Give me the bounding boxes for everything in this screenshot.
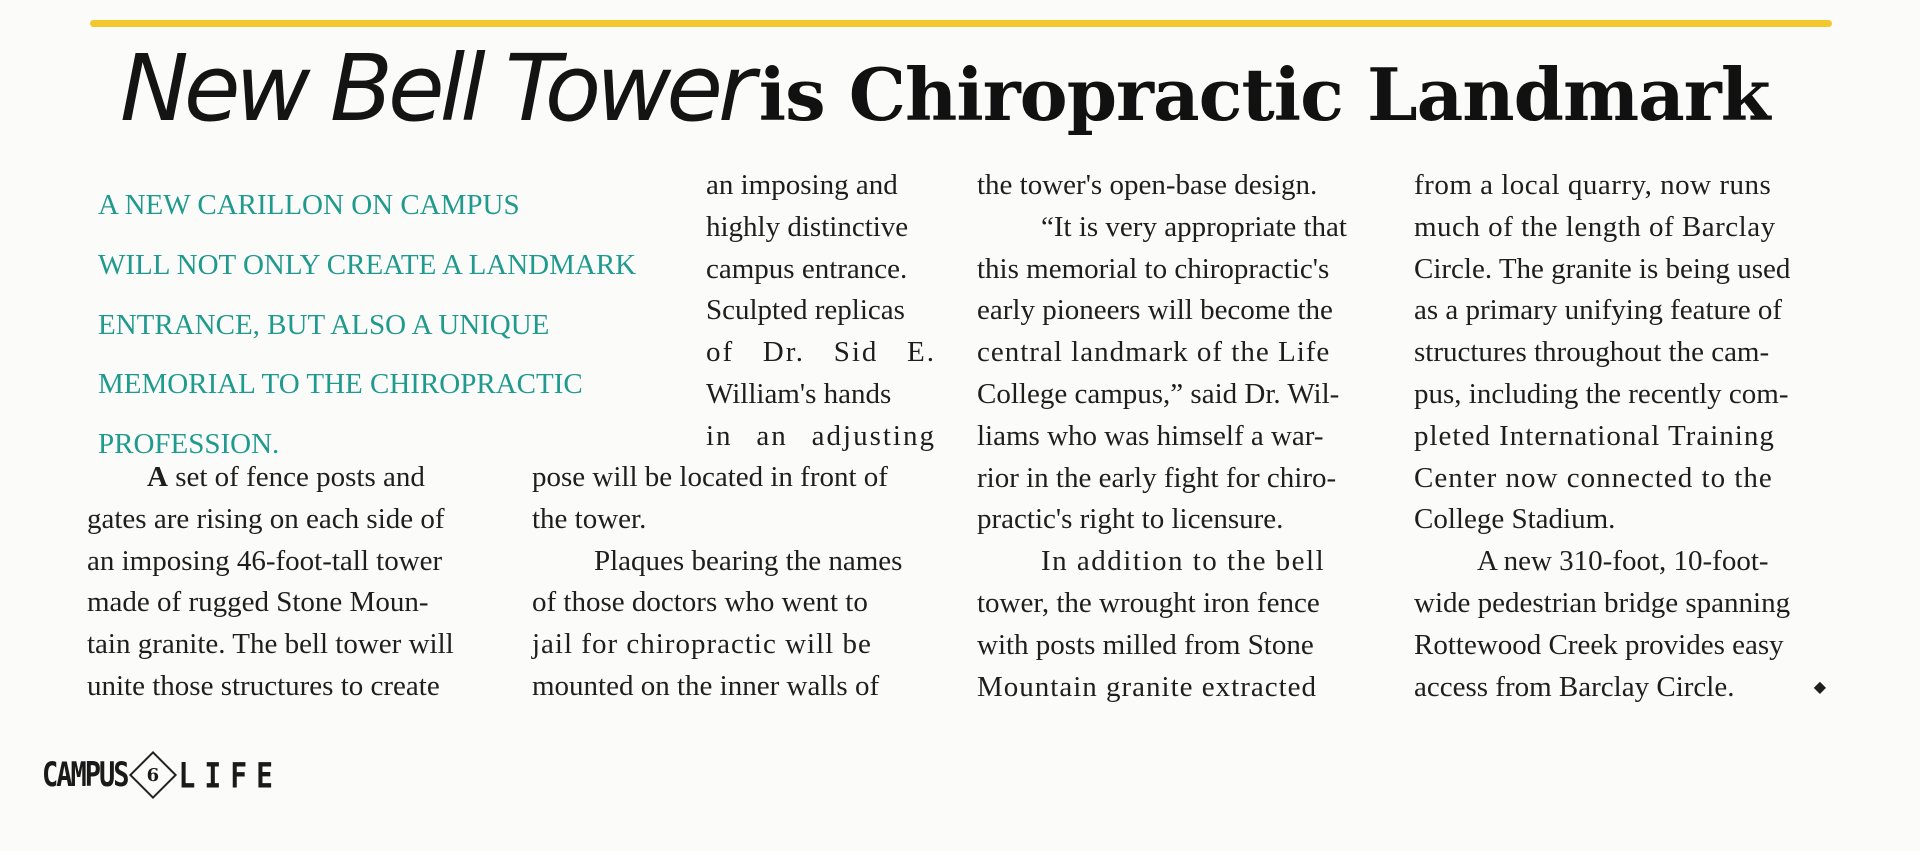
top-accent-rule [90, 20, 1832, 27]
paragraph-line: pleted International Training [1414, 419, 1775, 452]
paragraph-line: an imposing 46-foot-tall tower [87, 544, 443, 577]
paragraph-line: pus, including the recently com- [1414, 377, 1789, 410]
paragraph-line: wide pedestrian bridge spanning [1414, 586, 1791, 619]
deck-line: ENTRANCE, BUT ALSO A UNIQUE [98, 308, 550, 341]
paragraph-line: made of rugged Stone Moun- [87, 586, 429, 619]
paragraph-line: Sculpted replicas [706, 294, 905, 327]
paragraph-line: highly distinctive [706, 210, 909, 243]
first-line-text: set of fence posts and [167, 461, 425, 493]
paragraph-line: College campus,” said Dr. Wil- [977, 377, 1340, 410]
deck-line: WILL NOT ONLY CREATE A LANDMARK [98, 248, 637, 281]
article-column-3 [977, 165, 1387, 708]
paragraph-line: of those doctors who went to [532, 586, 868, 619]
folio-right-text: LIFE [178, 754, 282, 796]
paragraph-line: “It is very appropriate that [1041, 210, 1347, 243]
paragraph-line: pose will be located in front of [532, 461, 888, 493]
paragraph-line [1414, 667, 1834, 709]
paragraph-line: Center now connected to the [1414, 461, 1773, 494]
headline-bold: is Chiropractic Landmark [758, 52, 1770, 137]
paragraph-line: central landmark of the Life [977, 336, 1331, 369]
paragraph-line: an imposing and [706, 169, 898, 201]
paragraph-line: the tower's open-base design. [977, 169, 1318, 201]
headline-italic: New Bell Tower [120, 35, 751, 142]
last-line-text: access from Barclay Circle. [1414, 670, 1735, 703]
paragraph-line: in an adjusting [706, 419, 936, 452]
paragraph-line: the tower. [532, 502, 647, 535]
end-mark-icon: ◆ [1813, 678, 1826, 696]
paragraph-line: this memorial to chiropractic's [977, 252, 1330, 285]
paragraph-line: as a primary unifying feature of [1414, 294, 1782, 327]
deck-subhead [98, 176, 698, 475]
paragraph-line: Mountain granite extracted [977, 670, 1318, 703]
deck-line: A NEW CARILLON ON CAMPUS [98, 189, 520, 221]
headline [120, 36, 1820, 142]
paragraph-line: William's hands [706, 377, 892, 410]
paragraph-line: tain granite. The bell tower will [87, 628, 454, 661]
paragraph-line: Circle. The granite is being used [1414, 252, 1791, 285]
article-column-1 [87, 457, 485, 708]
paragraph-line: practic's right to licensure. [977, 503, 1284, 536]
deck-line: PROFESSION. [98, 428, 280, 461]
folio-left-text: CAMPUS [42, 755, 128, 795]
paragraph-line: from a local quarry, now runs [1414, 169, 1772, 201]
paragraph-line: rior in the early fight for chiro- [977, 461, 1337, 494]
paragraph-line: mounted on the inner walls of [532, 669, 880, 702]
paragraph-line: campus entrance. [706, 252, 908, 285]
page-number-diamond [129, 751, 177, 799]
paragraph-line: Rottewood Creek provides easy [1414, 628, 1784, 661]
page-folio [42, 750, 282, 800]
article-column-4 [1414, 165, 1834, 708]
paragraph-line: of Dr. Sid E. [706, 336, 936, 369]
paragraph-line: gates are rising on each side of [87, 502, 445, 535]
paragraph-line: with posts milled from Stone [977, 628, 1314, 661]
article-column-2-top [706, 165, 936, 458]
paragraph-line: Plaques bearing the names [594, 544, 903, 577]
paragraph-line: tower, the wrought iron fence [977, 586, 1320, 619]
paragraph-line: early pioneers will become the [977, 294, 1333, 327]
deck-line: MEMORIAL TO THE CHIROPRACTIC [98, 368, 583, 401]
paragraph-line [87, 457, 485, 499]
paragraph-line: A new 310-foot, 10-foot- [1477, 545, 1769, 578]
paragraph-line: College Stadium. [1414, 503, 1616, 536]
paragraph-line: In addition to the bell [1041, 545, 1326, 578]
paragraph-line: liams who was himself a war- [977, 419, 1324, 452]
paragraph-line: structures throughout the cam- [1414, 336, 1770, 369]
dropcap: A [147, 461, 168, 493]
paragraph-line: much of the length of Barclay [1414, 210, 1776, 243]
article-column-2 [532, 457, 942, 708]
paragraph-line: jail for chiropractic will be [532, 628, 872, 661]
page-number: 6 [146, 764, 159, 786]
paragraph-line: unite those structures to create [87, 669, 440, 702]
